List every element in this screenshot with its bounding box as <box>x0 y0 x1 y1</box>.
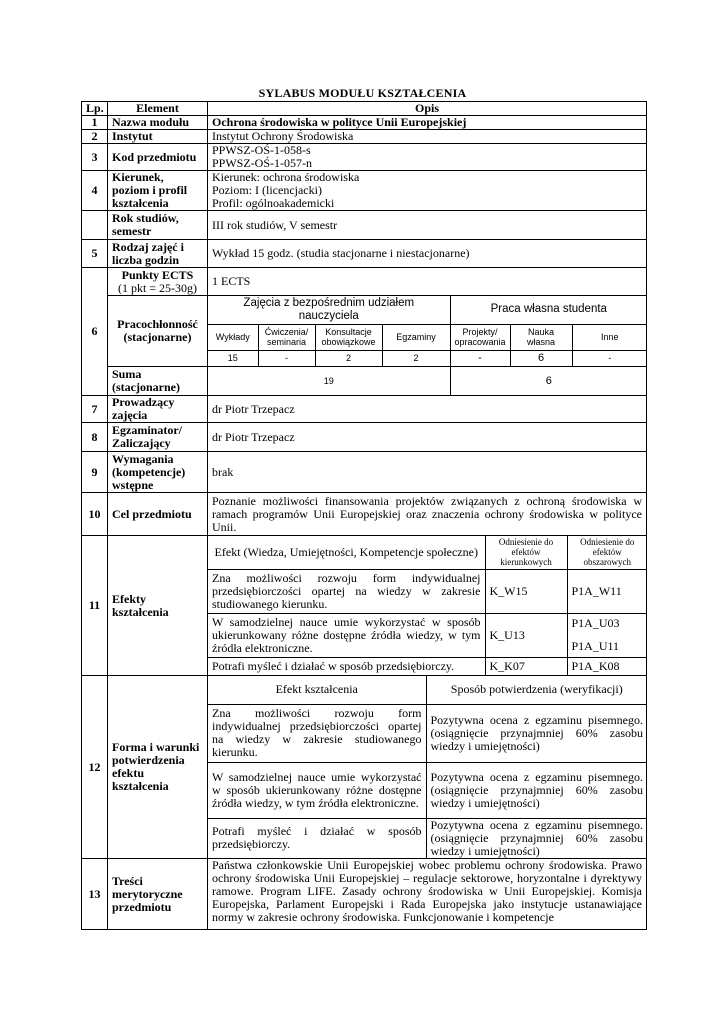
course-code-n: PPWSZ-OŚ-1-057-n <box>212 156 313 170</box>
row-year <box>82 211 647 240</box>
outcomes-header-directional: Odniesienie do efektów kierunkowych <box>485 536 567 569</box>
element-label: Instytut <box>108 130 208 144</box>
row-number: 11 <box>82 536 108 676</box>
outcome-area-code: P1A_K08 <box>567 657 647 675</box>
program-info <box>208 171 647 211</box>
val-consultations: 2 <box>315 350 382 366</box>
element-label: Wymagania (kompetencje) wstępne <box>108 452 208 493</box>
col-exams: Egzaminy <box>382 324 450 350</box>
row-10 <box>82 493 647 536</box>
workload-group-student: Praca własna studenta <box>450 296 647 324</box>
outcome-row <box>208 657 647 675</box>
col-self-study: Nauka własna <box>510 324 572 350</box>
row-6-ects <box>82 268 647 296</box>
document-title: SYLABUS MODUŁU KSZTAŁCENIA <box>258 86 467 100</box>
row-2 <box>82 130 647 144</box>
outcome-k-code: K_U13 <box>485 613 567 657</box>
requirements: brak <box>208 452 647 493</box>
outcome-text: W samodzielnej nauce umie wykorzystać w sposób ukierunkowany różne dostępne źródła wiedzy, w tym źródła elektroniczne. <box>208 613 485 657</box>
verification-effect: W samodzielnej nauce umie wykorzystać w sposób ukierunkowany różne dostępne źródła wiedzy, w tym źródła elektroniczne. <box>208 762 426 818</box>
syllabus-table <box>81 101 647 930</box>
row-number: 6 <box>82 268 108 396</box>
col-other: Inne <box>572 324 647 350</box>
row-6-workload <box>82 296 647 367</box>
row-13 <box>82 859 647 930</box>
workload-label: Pracochłonność (stacjonarne) <box>108 296 208 367</box>
program-level: Poziom: I (licencjacki) <box>212 183 322 197</box>
workload-grid <box>208 296 647 367</box>
element-label: Forma i warunki potwierdzenia efektu kształcenia <box>108 676 208 859</box>
class-type-hours: Wykład 15 godz. (studia stacjonarne i niestacjonarne) <box>208 240 647 268</box>
row-number: 10 <box>82 493 108 536</box>
header-lp: Lp. <box>82 102 108 116</box>
outcome-area-code: P1A_W11 <box>567 569 647 613</box>
header-opis: Opis <box>208 102 647 116</box>
element-label: Cel przedmiotu <box>108 493 208 536</box>
row-number: 3 <box>82 144 108 171</box>
outcome-row <box>208 613 647 657</box>
verification-effect: Zna możliwości rozwoju form indywidualnej przedsiębiorczości opartej na wiedzy w zakresie studiowanego kierunku. <box>208 704 426 762</box>
col-exercises: Ćwiczenia/ seminaria <box>258 324 315 350</box>
course-goal: Poznanie możliwości finansowania projektów związanych z ochroną środowiska w ramach programów Unii Europejskiej oraz znaczenia ochrony środowiska w polityce Unii. <box>208 493 647 536</box>
outcomes-header-effect: Efekt (Wiedza, Umiejętności, Kompetencje społeczne) <box>208 536 485 569</box>
val-exercises: - <box>258 350 315 366</box>
row-3 <box>82 144 647 171</box>
row-number: 13 <box>82 859 108 930</box>
lecturer: dr Piotr Trzepacz <box>208 396 647 423</box>
verification-method: Pozytywna ocena z egzaminu pisemnego. (osiągnięcie przynajmniej 60% zasobu wiedzy i umiejętności) <box>426 818 647 858</box>
val-exams: 2 <box>382 350 450 366</box>
sum-teacher: 19 <box>208 367 450 395</box>
row-4 <box>82 171 647 211</box>
element-label: Egzaminator/ Zaliczający <box>108 423 208 452</box>
row-8 <box>82 423 647 452</box>
row-number: 9 <box>82 452 108 493</box>
row-number: 4 <box>82 171 108 211</box>
col-consultations: Konsultacje obowiązkowe <box>315 324 382 350</box>
course-code <box>208 144 647 171</box>
examiner: dr Piotr Trzepacz <box>208 423 647 452</box>
element-label: Rok studiów, semestr <box>108 211 208 240</box>
learning-outcomes-grid <box>208 536 647 676</box>
row-7 <box>82 396 647 423</box>
sum-grid <box>208 367 647 396</box>
outcome-k-code: K_K07 <box>485 657 567 675</box>
sum-label: Suma (stacjonarne) <box>108 367 208 396</box>
institute-value: Instytut Ochrony Środowiska <box>208 130 647 144</box>
row-6-sum <box>82 367 647 396</box>
workload-group-teacher: Zajęcia z bezpośrednim udziałem nauczyciela <box>208 296 450 324</box>
row-12 <box>82 676 647 859</box>
module-name: Ochrona środowiska w polityce Unii Europejskiej <box>208 116 647 130</box>
element-label: Efekty kształcenia <box>108 536 208 676</box>
val-lectures: 15 <box>208 350 258 366</box>
outcome-text: Zna możliwości rozwoju form indywidualnej przedsiębiorczości opartej na wiedzy w zakresie studiowanego kierunku. <box>208 569 485 613</box>
row-number: 8 <box>82 423 108 452</box>
outcome-text: Potrafi myśleć i działać w sposób przedsiębiorczy. <box>208 657 485 675</box>
verification-effect: Potrafi myśleć i działać w sposób przedsiębiorczy. <box>208 818 426 858</box>
ects-value: 1 ECTS <box>208 268 647 296</box>
sum-student: 6 <box>450 367 647 395</box>
outcome-row <box>208 569 647 613</box>
ects-sub: (1 pkt = 25-30g) <box>117 280 198 295</box>
element-label: Kierunek, poziom i profil kształcenia <box>108 171 208 211</box>
val-self-study: 6 <box>510 350 572 366</box>
val-projects: - <box>450 350 510 366</box>
element-label: Prowadzący zajęcia <box>108 396 208 423</box>
verification-header-method: Sposób potwierdzenia (weryfikacji) <box>426 676 647 704</box>
col-projects: Projekty/ opracowania <box>450 324 510 350</box>
verification-header-effect: Efekt kształcenia <box>208 676 426 704</box>
outcomes-header-area: Odniesienie do efektów obszarowych <box>567 536 647 569</box>
element-label: Nazwa modułu <box>108 116 208 130</box>
course-content: Państwa członkowskie Unii Europejskiej wobec problemu ochrony środowiska. Prawo ochrony środowiska Unii Europejskiej – regulacje sektorowe, horyzontalne i dyrektywy ramowe. Program LIFE. Zasady ochrony środowiska w Unii Europejskiej. Komisja Europejska, Parlament Europejski i Rada Europejska jako instytucje ustanawiające normy w zakresie ochrony środowiska. Funkcjonowanie i kompetencje <box>208 859 647 930</box>
header-element: Element <box>108 102 208 116</box>
row-number: 1 <box>82 116 108 130</box>
program-profile: Profil: ogólnoakademicki <box>212 196 335 210</box>
col-lectures: Wykłady <box>208 324 258 350</box>
verification-row <box>208 762 647 818</box>
row-number: 2 <box>82 130 108 144</box>
outcome-area-code: P1A_U03 <box>571 616 620 630</box>
row-5 <box>82 240 647 268</box>
element-label: Rodzaj zajęć i liczba godzin <box>108 240 208 268</box>
row-number-empty <box>82 211 108 240</box>
row-number: 5 <box>82 240 108 268</box>
row-11 <box>82 536 647 676</box>
row-1 <box>82 116 647 130</box>
verification-row <box>208 818 647 858</box>
outcome-area-code: P1A_U11 <box>571 639 620 653</box>
ects-label: Punkty ECTS <box>121 267 194 282</box>
year-semester: III rok studiów, V semestr <box>208 211 647 240</box>
verification-method: Pozytywna ocena z egzaminu pisemnego. (osiągnięcie przynajmniej 60% zasobu wiedzy i umiejętności) <box>426 762 647 818</box>
element-label: Treści merytoryczne przedmiotu <box>108 859 208 930</box>
verification-row <box>208 704 647 762</box>
outcome-area-codes <box>567 613 647 657</box>
row-number: 12 <box>82 676 108 859</box>
verification-method: Pozytywna ocena z egzaminu pisemnego. (osiągnięcie przynajmniej 60% zasobu wiedzy i umiejętności) <box>426 704 647 762</box>
val-other: - <box>572 350 647 366</box>
element-label: Kod przedmiotu <box>108 144 208 171</box>
program-direction: Kierunek: ochrona środowiska <box>212 170 360 184</box>
ects-label-cell <box>108 268 208 296</box>
header-row <box>82 102 647 116</box>
course-code-s: PPWSZ-OŚ-1-058-s <box>212 143 311 157</box>
row-number: 7 <box>82 396 108 423</box>
row-9 <box>82 452 647 493</box>
outcome-k-code: K_W15 <box>485 569 567 613</box>
verification-grid <box>208 676 647 859</box>
